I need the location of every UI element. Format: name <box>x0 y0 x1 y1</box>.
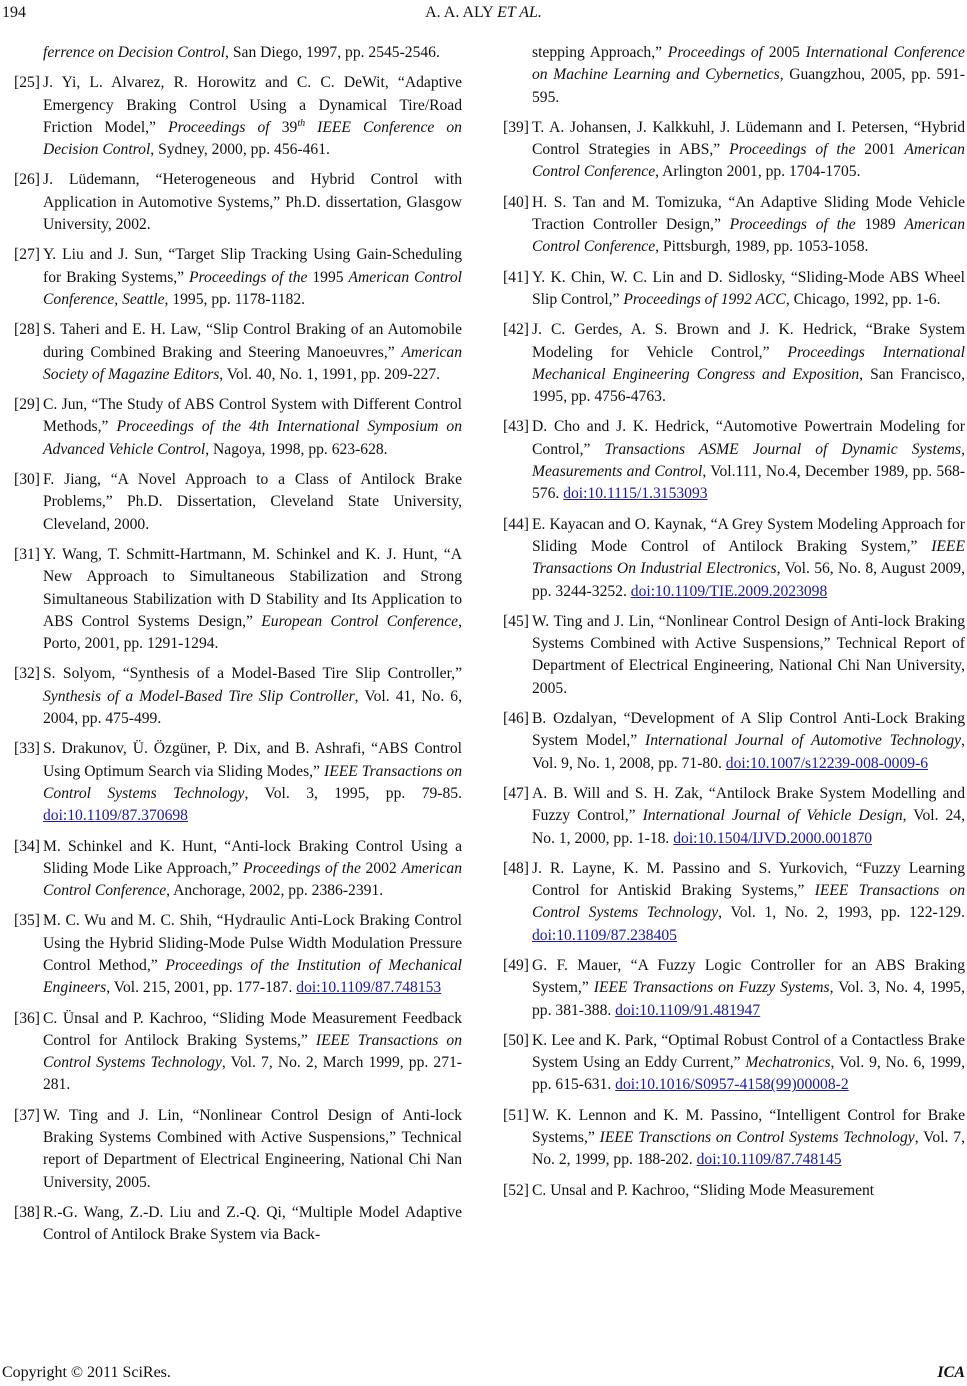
reference-entry <box>503 514 965 603</box>
reference-number: [50] <box>503 1031 529 1049</box>
reference-number: [26] <box>14 171 40 189</box>
reference-text: , Vol. 3, 1995, pp. 79-85. <box>244 784 462 802</box>
reference-text: stepping Approach,” <box>532 44 668 61</box>
reference-entry <box>503 955 965 1022</box>
reference-text: , Guangzhou, 2005, pp. 591-595. <box>532 66 965 106</box>
copyright-notice: Copyright © 2011 SciRes. <box>2 1364 171 1381</box>
reference-number: [30] <box>14 471 40 489</box>
reference-number: [49] <box>503 956 529 974</box>
doi-link[interactable]: doi:10.1109/91.481947 <box>615 1001 761 1019</box>
reference-entry <box>503 611 965 700</box>
reference-source-italic: IEEE Transactions on Fuzzy Systems <box>593 979 830 997</box>
reference-entry <box>14 72 462 161</box>
doi-link[interactable]: doi:10.1007/s12239-008-0009-6 <box>725 754 929 772</box>
reference-source-italic: International Conference on Machine Learning and Cybernetics <box>532 44 965 84</box>
doi-link[interactable]: doi:10.1504/IJVD.2000.001870 <box>673 829 873 847</box>
reference-entry <box>14 469 462 536</box>
running-head-etal: ET AL. <box>497 4 542 21</box>
reference-number: [41] <box>503 268 529 286</box>
reference-text: W. Ting and J. Lin, “Nonlinear Control Design of Anti-lock Braking Systems Combined with Active Suspensions,” Technical report of Department of Electrical Engineering, National Chi Nan University, 2005. <box>43 1106 462 1191</box>
reference-number: [35] <box>14 912 40 930</box>
reference-text: , Arlington 2001, pp. 1704-1705. <box>655 163 861 181</box>
reference-text: G. F. Mauer, “A Fuzzy Logic Controller for an ABS Braking System,” <box>532 956 965 997</box>
reference-text: , Pittsburgh, 1989, pp. 1053-1058. <box>655 238 869 256</box>
reference-text: , Vol. 7, No. 2, March 1999, pp. 271-281. <box>43 1054 462 1094</box>
reference-text: Y. Wang, T. Schmitt-Hartmann, M. Schinkel and K. J. Hunt, “A New Approach to Simultaneous Stabilization and Strong Simultaneous Stabilization with D Stability and Its Application to ABS Control Systems Design,” <box>43 545 462 630</box>
reference-source-italic: Mechatronics <box>745 1054 831 1072</box>
reference-number: [25] <box>14 74 40 92</box>
reference-number: [45] <box>503 612 529 630</box>
reference-text: , Vol. 56, No. 8, August 2009, pp. 3244-3252. <box>532 560 965 600</box>
reference-text: S. Taheri and E. H. Law, “Slip Control Braking of an Automobile during Combined Braking and Steering Manoeuvres,” <box>43 321 462 361</box>
reference-source-italic: Proceedings of the <box>729 216 856 234</box>
reference-source-italic: American Control Conference <box>532 216 966 256</box>
reference-text: D. Cho and J. K. Hedrick, “Automotive Powertrain Modeling for Control,” <box>532 418 965 458</box>
reference-text: , Vol. 7, No. 2, 1999, pp. 188-202. <box>532 1129 965 1169</box>
reference-text: 39 <box>269 118 298 136</box>
reference-entry <box>503 1180 965 1202</box>
reference-number: [29] <box>14 396 40 414</box>
reference-text: J. Lüdemann, “Heterogeneous and Hybrid Control with Application in Automotive Systems,” Ph.D. dissertation, Glasgow University, 2002. <box>43 171 462 234</box>
reference-text: , Vol. 1, No. 2, 1993, pp. 122-129. <box>718 904 966 922</box>
reference-number: [52] <box>503 1181 529 1199</box>
reference-entry <box>503 267 965 312</box>
reference-text: , Vol. 41, No. 6, 2004, pp. 475-499. <box>43 687 463 728</box>
reference-text: , San Francisco, 1995, pp. 4756-4763. <box>532 365 966 406</box>
reference-source-italic: Proceedings of the Institution of Mechanical Engineers <box>43 956 463 997</box>
journal-abbreviation: ICA <box>937 1364 965 1381</box>
reference-text: E. Kayacan and O. Kaynak, “A Grey System Modeling Approach for Sliding Mode Control of Antilock Braking System,” <box>532 515 965 555</box>
reference-number: [37] <box>14 1106 40 1124</box>
reference-text: 2005 <box>763 44 806 61</box>
reference-entry <box>503 708 965 775</box>
reference-text: J. C. Gerdes, A. S. Brown and J. K. Hedrick, “Brake System Modeling for Vehicle Control,” <box>532 321 965 361</box>
running-head-authors: A. A. ALY <box>425 4 494 21</box>
superscript: th <box>297 117 306 129</box>
reference-text: B. Ozdalyan, “Development of A Slip Control Anti-Lock Braking System Model,” <box>532 710 965 750</box>
reference-text: H. S. Tan and M. Tomizuka, “An Adaptive Sliding Mode Vehicle Traction Controller Design,” <box>532 193 965 234</box>
reference-source-italic: IEEE Transactions On Industrial Electronics <box>532 537 965 578</box>
reference-number: [48] <box>503 859 529 877</box>
reference-entry <box>14 738 462 827</box>
doi-link[interactable]: doi:10.1115/1.3153093 <box>563 485 708 503</box>
reference-text: , Vol. 24, No. 1, 2000, pp. 1-18. <box>532 807 966 847</box>
reference-text: W. K. Lennon and K. M. Passino, “Intelligent Control for Brake Systems,” <box>532 1106 965 1147</box>
reference-text: M. C. Wu and M. C. Shih, “Hydraulic Anti-Lock Braking Control Using the Hybrid Sliding-Mode Pulse Width Modulation Pressure Control Method,” <box>43 912 462 974</box>
reference-number: [46] <box>503 710 529 728</box>
reference-source-italic: International Journal of Automotive Technology <box>645 732 962 750</box>
reference-entry <box>503 117 965 184</box>
reference-entry <box>503 858 965 947</box>
reference-text: 1989 <box>855 216 905 234</box>
references-left-column <box>14 42 462 1255</box>
reference-number: [32] <box>14 665 40 683</box>
reference-text: , San Diego, 1997, pp. 2545-2546. <box>225 44 440 61</box>
reference-entry <box>14 169 462 236</box>
reference-number: [36] <box>14 1009 40 1027</box>
reference-entry <box>14 544 462 655</box>
reference-source-italic: IEEE Transactions on Control Systems Technology <box>43 1031 462 1072</box>
reference-text: Y. K. Chin, W. C. Lin and D. Sidlosky, “Sliding-Mode ABS Wheel Slip Control,” <box>532 268 965 308</box>
doi-link[interactable]: doi:10.1109/87.748153 <box>296 979 442 997</box>
reference-text: 2001 <box>855 141 905 159</box>
reference-text: F. Jiang, “A Novel Approach to a Class of Antilock Brake Problems,” Ph.D. Dissertation, Cleveland State University, Cleveland, 2000. <box>43 471 462 533</box>
reference-text: , Sydney, 2000, pp. 456-461. <box>150 141 330 159</box>
reference-source-italic: Proceedings of the <box>243 859 361 877</box>
reference-text: , 1995, pp. 1178-1182. <box>164 290 306 308</box>
reference-entry <box>14 394 462 461</box>
reference-source-italic: IEEE Transactions on Control Systems Technology <box>43 762 463 802</box>
reference-source-italic: Proceedings of the <box>189 268 308 286</box>
reference-text: C. Jun, “The Study of ABS Control System with Different Control Methods,” <box>43 396 462 436</box>
reference-number: [28] <box>14 321 40 339</box>
reference-text: , Chicago, 1992, pp. 1-6. <box>785 290 941 308</box>
running-head <box>0 4 967 22</box>
reference-source-italic: Proceedings of the <box>729 141 856 159</box>
reference-number: [27] <box>14 246 40 264</box>
reference-number: [47] <box>503 784 529 802</box>
reference-source-italic: Transactions ASME Journal of Dynamic Systems, Measurements and Control <box>532 440 965 481</box>
reference-entry <box>14 910 462 999</box>
reference-text: T. A. Johansen, J. Kalkkuhl, J. Lüdemann and I. Petersen, “Hybrid Control Strategies in ABS,” <box>532 118 965 159</box>
reference-source-italic: Proceedings of the 4th International Symposium on Advanced Vehicle Control <box>43 418 462 458</box>
reference-source-italic: Proceedings of 1992 ACC <box>623 290 786 308</box>
reference-text: C. Unsal and P. Kachroo, “Sliding Mode Measurement <box>532 1181 875 1199</box>
reference-source-italic: European Control Conference <box>261 612 459 630</box>
reference-text: , Anchorage, 2002, pp. 2386-2391. <box>166 882 384 900</box>
reference-text: S. Solyom, “Synthesis of a Model-Based Tire Slip Controller,” <box>43 665 462 683</box>
reference-text <box>305 119 317 136</box>
reference-number: [38] <box>14 1203 40 1221</box>
reference-number: [43] <box>503 418 529 436</box>
reference-text: Y. Liu and J. Sun, “Target Slip Tracking Using Gain-Scheduling for Braking Systems,” <box>43 246 462 286</box>
reference-entry <box>503 1030 965 1097</box>
reference-text: 2002 <box>360 859 402 877</box>
reference-text: , Vol. 9, No. 1, 2008, pp. 71-80. <box>532 732 965 772</box>
reference-entry <box>14 319 462 386</box>
reference-text: , Vol. 40, No. 1, 1991, pp. 209-227. <box>219 365 441 383</box>
reference-source-italic: IEEE Transctions on Control Systems Technology <box>599 1129 915 1147</box>
reference-source-italic: Proceedings of <box>667 44 763 61</box>
reference-text: C. Ünsal and P. Kachroo, “Sliding Mode Measurement Feedback Control for Antilock Braking Systems,” <box>43 1009 462 1049</box>
reference-text: , Vol. 215, 2001, pp. 177-187. <box>106 979 297 997</box>
reference-source-italic: American Control Conference <box>43 859 462 900</box>
references-right-column <box>503 42 965 1210</box>
reference-text: J. Yi, L. Alvarez, R. Horowitz and C. C. DeWit, “Adaptive Emergency Braking Control Using a Dynamical Tire/Road Friction Model,” <box>43 74 462 136</box>
reference-source-italic: IEEE Transactions on Control Systems Technology <box>532 882 965 922</box>
reference-number: [40] <box>503 193 529 211</box>
reference-text: S. Drakunov, Ü. Özgüner, P. Dix, and B. Ashrafi, “ABS Control Using Optimum Search via Sliding Modes,” <box>43 740 462 780</box>
reference-text: , Porto, 2001, pp. 1291-1294. <box>43 612 462 653</box>
reference-number: [44] <box>503 515 529 533</box>
reference-continuation <box>503 42 965 109</box>
reference-text: J. R. Layne, K. M. Passino and S. Yurkovich, “Fuzzy Learning Control for Antiskid Braking Systems,” <box>532 859 965 900</box>
doi-link[interactable]: doi:10.1109/TIE.2009.2023098 <box>630 582 828 600</box>
reference-source-italic: American Control Conference, Seattle <box>43 268 462 308</box>
reference-entry <box>14 1202 462 1247</box>
reference-text: W. Ting and J. Lin, “Nonlinear Control Design of Anti-lock Braking Systems Combined with Active Suspensions,” Technical Report of Department of Electrical Engineering, National Chi Nan University, 2005. <box>532 612 965 697</box>
reference-text: M. Schinkel and K. Hunt, “Anti-lock Braking Control Using a Sliding Mode Like Approach,” <box>43 837 462 877</box>
doi-link[interactable]: doi:10.1109/87.238405 <box>532 926 677 944</box>
reference-source-italic: International Journal of Vehicle Design <box>642 807 903 825</box>
reference-text: A. B. Will and S. H. Zak, “Antilock Brake System Modelling and Fuzzy Control,” <box>532 784 965 825</box>
reference-source-italic: ferrence on Decision Control <box>43 44 226 61</box>
reference-continuation <box>14 42 462 64</box>
reference-entry <box>14 244 462 311</box>
reference-entry <box>14 1105 462 1194</box>
reference-entry <box>14 663 462 730</box>
doi-link[interactable]: doi:10.1016/S0957-4158(99)00008-2 <box>615 1076 849 1094</box>
reference-text: , Vol. 9, No. 6, 1999, pp. 615-631. <box>532 1054 965 1094</box>
reference-number: [33] <box>14 740 40 758</box>
reference-entry <box>503 416 965 505</box>
reference-source-italic: American Society of Magazine Editors <box>43 343 462 383</box>
doi-link[interactable]: doi:10.1109/87.370698 <box>43 807 188 825</box>
reference-entry <box>503 1105 965 1172</box>
reference-number: [31] <box>14 545 40 563</box>
reference-text: , Vol.111, No.4, December 1989, pp. 568-576. <box>532 463 966 503</box>
reference-source-italic: American Control Conference <box>532 141 965 181</box>
reference-source-italic: Proceedings of <box>168 118 270 136</box>
page-number: 194 <box>2 4 26 21</box>
reference-text: R.-G. Wang, Z.-D. Liu and Z.-Q. Qi, “Multiple Model Adaptive Control of Antilock Brake System via Back- <box>43 1203 462 1244</box>
reference-number: [42] <box>503 321 529 339</box>
reference-source-italic: Synthesis of a Model-Based Tire Slip Controller <box>43 687 355 705</box>
reference-text: K. Lee and K. Park, “Optimal Robust Control of a Contactless Brake System Using an Eddy Current,” <box>532 1031 965 1072</box>
reference-number: [51] <box>503 1106 529 1124</box>
page-header <box>0 4 967 28</box>
reference-entry <box>503 783 965 850</box>
reference-entry <box>14 1008 462 1097</box>
reference-number: [39] <box>503 118 529 136</box>
reference-text: 1995 <box>307 268 349 286</box>
doi-link[interactable]: doi:10.1109/87.748145 <box>696 1151 842 1169</box>
reference-source-italic: IEEE Conference on Decision Control <box>43 118 462 159</box>
reference-text: , Vol. 3, No. 4, 1995, pp. 381-388. <box>532 979 965 1019</box>
reference-entry <box>503 192 965 259</box>
reference-source-italic: Proceedings International Mechanical Engineering Congress and Exposition <box>532 343 965 383</box>
reference-number: [34] <box>14 837 40 855</box>
reference-entry <box>503 319 965 408</box>
reference-entry <box>14 836 462 903</box>
reference-text: , Nagoya, 1998, pp. 623-628. <box>205 440 388 458</box>
